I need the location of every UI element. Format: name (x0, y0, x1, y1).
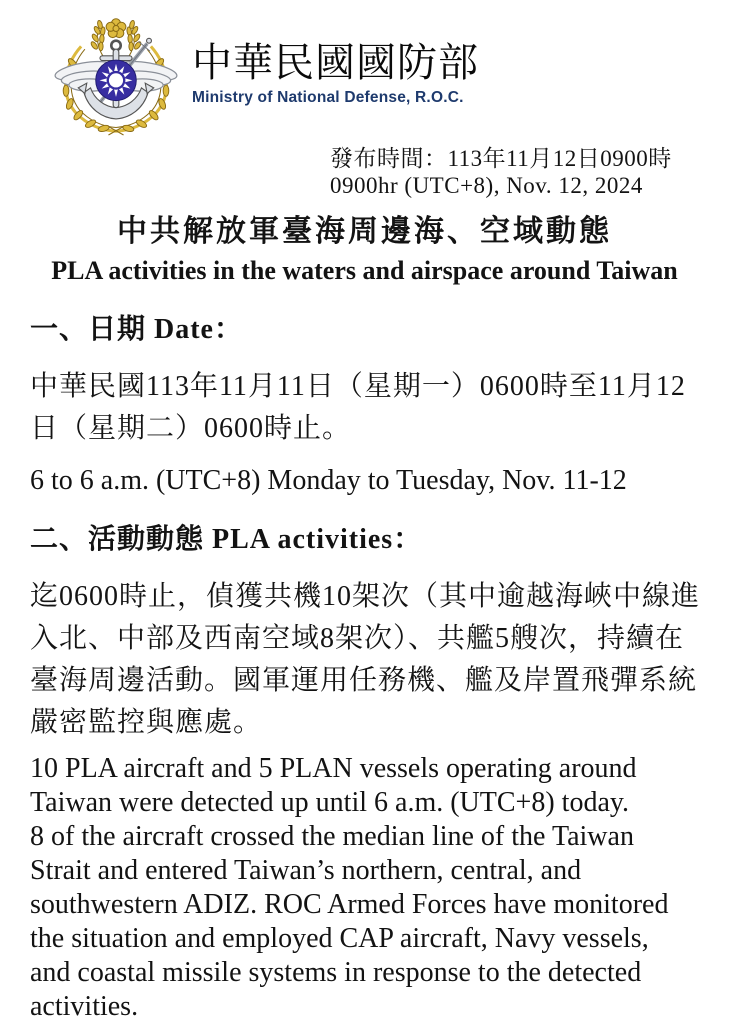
doc-title-en: PLA activities in the waters and airspace around Taiwan (51, 256, 678, 285)
mnd-emblem-icon (50, 18, 182, 137)
org-name-zh: 中華民國國防部 (192, 40, 479, 85)
date-paragraph-en: 6 to 6 a.m. (UTC+8) Monday to Tuesday, Nov. 11-12 (30, 465, 627, 496)
release-time-zh: 發布時間：113年11月12日0900時 (330, 146, 672, 171)
doc-title-zh: 中共解放軍臺海周邊海、空域動態 (117, 215, 612, 248)
activities-paragraph-en: 10 PLA aircraft and 5 PLAN vessels operating around Taiwan were detected up until 6 a.m. (UTC+8) today. 8 of the aircraft crossed the median line of the Taiwan Strait and entered Taiwan’s northern, central, and southwestern ADIZ. ROC Armed Forces have monitored the situation and employed CAP aircraft, Navy vessels, and coastal missile systems in response to the detected activities. (30, 753, 669, 1022)
activities-paragraph-zh: 迄0600時止，偵獲共機10架次（其中逾越海峽中線進 入北、中部及西南空域8架次）、共艦5艘次，持續在 臺海周邊活動。國軍運用任務機、艦及岸置飛彈系統 嚴密監控與應處。 (30, 581, 701, 738)
date-paragraph-zh: 中華民國113年11月11日（星期一）0600時至11月12 日（星期二）0600時止。 (30, 371, 686, 444)
section-activities-heading: 二、活動動態 PLA activities： (30, 524, 423, 555)
document-body (0, 312, 729, 1024)
section-date-heading: 一、日期 Date： (30, 314, 243, 345)
release-time-en: 0900hr (UTC+8), Nov. 12, 2024 (330, 173, 643, 198)
org-title-block (192, 18, 479, 107)
header (0, 0, 729, 137)
org-name-en: Ministry of National Defense, R.O.C. (192, 89, 464, 106)
release-time-block (330, 145, 701, 199)
